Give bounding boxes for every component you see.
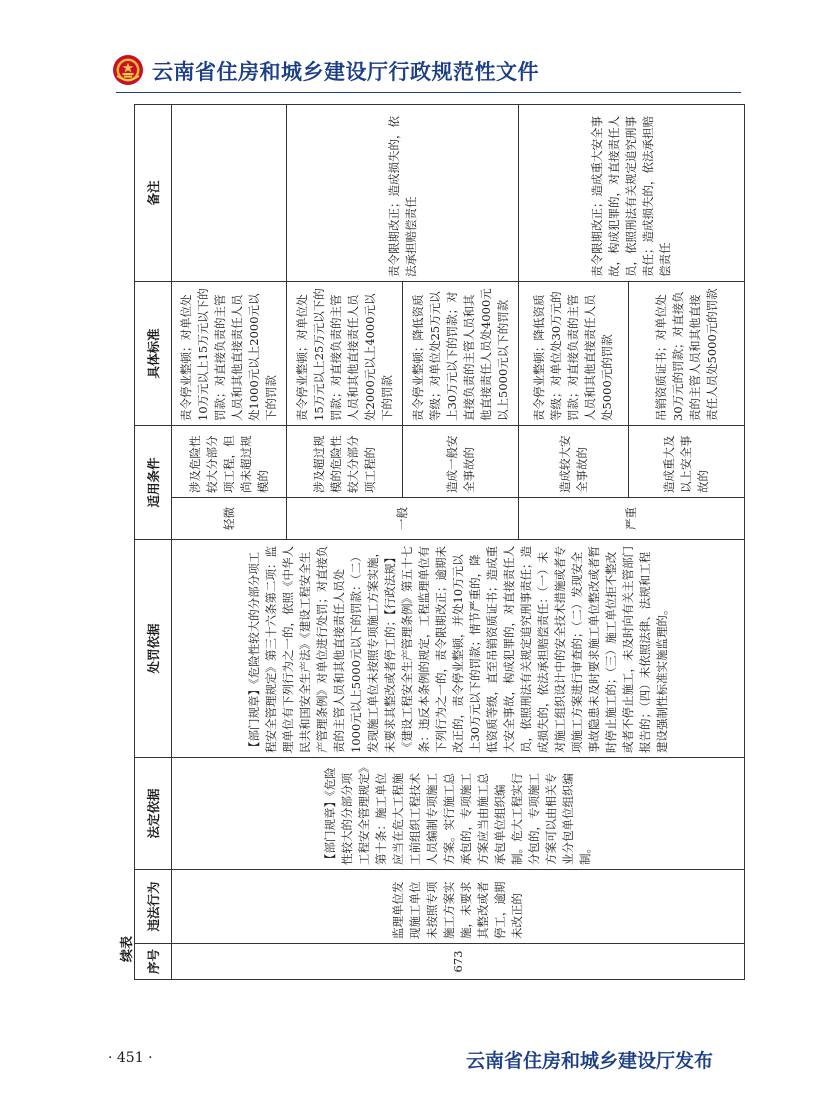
table-row <box>172 104 287 979</box>
condition-serious-2: 造成重大及以上安全事故的 <box>629 425 745 497</box>
rotated-table-container <box>134 105 744 980</box>
document-header <box>112 54 712 94</box>
header-legal-basis: 法定依据 <box>135 758 172 870</box>
header-divider <box>116 92 741 93</box>
condition-serious-1: 造成较大安全事故的 <box>519 425 629 497</box>
level-general: 一般 <box>287 498 519 540</box>
header-note: 备注 <box>135 104 172 281</box>
row-legal-basis: 【部门规章】《危险性较大的分部分项工程安全管理规定》第十条：施工单位应当在危大工程施工前组织工程技术人员编制专项施工方案。实行施工总承包的，专项施工方案应当由施工总承包单位组织编制。危大工程实行分包的，专项施工方案可以由相关专业分包单位组织编制。 <box>172 758 745 870</box>
header-condition: 适用条件 <box>135 425 172 539</box>
header-standard: 具体标准 <box>135 281 172 425</box>
publisher-label: 云南省住房和城乡建设厅发布 <box>466 1050 714 1072</box>
header-seq: 序号 <box>135 944 172 980</box>
row-violation: 监理单位发现施工单位未按照专项施工方案实施，未要求其整改或者停工，逾期未改正的 <box>172 870 745 944</box>
standard-general-2: 责令停业整顿；降低资质等级；对单位处25万元以上30万元以下的罚款；对直接负责的主管人员和其他直接责任人员处4000元以上5000元以下的罚款 <box>403 281 519 425</box>
row-penalty-basis: 【部门规章】《危险性较大的分部分项工程安全管理规定》第三十六条第二项：监理单位有下列行为之一的，依照《中华人民共和国安全生产法》《建设工程安全生产管理条例》对单位进行处罚；对直接负责的主管人员和其他直接责任人员处1000元以上5000元以下的罚款：（二）发现施工单位未按照专项施工方案实施，未要求其整改或者停工的；【行政法规】《建设工程安全生产管理条例》第五十七条：违反本条例的规定，工程监理单位有下列行为之一的，责令限期改正；逾期未改正的，责令停业整顿，并处10万元以上30万元以下的罚款；情节严重的，降低资质等级，直至吊销资质证书；造成重大安全事故，构成犯罪的，对直接责任人员，依照刑法有关规定追究刑事责任；造成损失的，依法承担赔偿责任：（一）未对施工组织设计中的安全技术措施或者专项施工方案进行审查的；（二）发现安全事故隐患未及时要求施工单位整改或者暂时停止施工的；（三）施工单位拒不整改或者不停止施工，未及时向有关主管部门报告的；（四）未依照法律、法规和工程建设强制性标准实施监理的。 <box>172 540 745 758</box>
header-violation: 违法行为 <box>135 870 172 944</box>
row-seq: 673 <box>172 944 745 980</box>
header-penalty-basis: 处罚依据 <box>135 540 172 758</box>
note-minor <box>172 104 287 281</box>
document-title: 云南省住房和城乡建设厅行政规范性文件 <box>152 60 539 84</box>
standard-serious-2: 吊销资质证书；对单位处30万元的罚款；对直接负责的主管人员和其他直接责任人员处5000元的罚款 <box>629 281 745 425</box>
condition-minor: 涉及危险性较大分部分项工程，但尚未超过规模的 <box>172 425 287 497</box>
national-emblem-icon <box>112 54 144 86</box>
level-minor: 轻微 <box>172 498 287 540</box>
level-serious: 严重 <box>519 498 745 540</box>
table-header-row <box>135 104 172 979</box>
standard-minor: 责令停业整顿；对单位处10万元以上15万元以下的罚款；对直接负责的主管人员和其他直接责任人员处1000元以上2000元以下的罚款 <box>172 281 287 425</box>
continued-label: 续表 <box>120 935 135 962</box>
standard-serious-1: 责令停业整顿；降低资质等级；对单位处30万元的罚款；对直接负责的主管人员和其他直接责任人员处5000元的罚款 <box>519 281 629 425</box>
penalty-standard-table <box>134 104 745 980</box>
note-serious: 责令限期改正；造成重大安全事故，构成犯罪的，对直接责任人员，依照刑法有关规定追究刑事责任；造成损失的，依法承担赔偿责任 <box>519 104 745 281</box>
note-general: 责令限期改正；造成损失的，依法承担赔偿责任 <box>287 104 519 281</box>
condition-general-2: 造成一般安全事故的 <box>403 425 519 497</box>
page-number: · 451 · <box>108 1050 153 1066</box>
standard-general-1: 责令停业整顿；对单位处15万元以上25万元以下的罚款；对直接负责的主管人员和其他直接责任人员处2000元以上4000元以下的罚款 <box>287 281 403 425</box>
condition-general-1: 涉及超过规模的危险性较大分部分项工程的 <box>287 425 403 497</box>
